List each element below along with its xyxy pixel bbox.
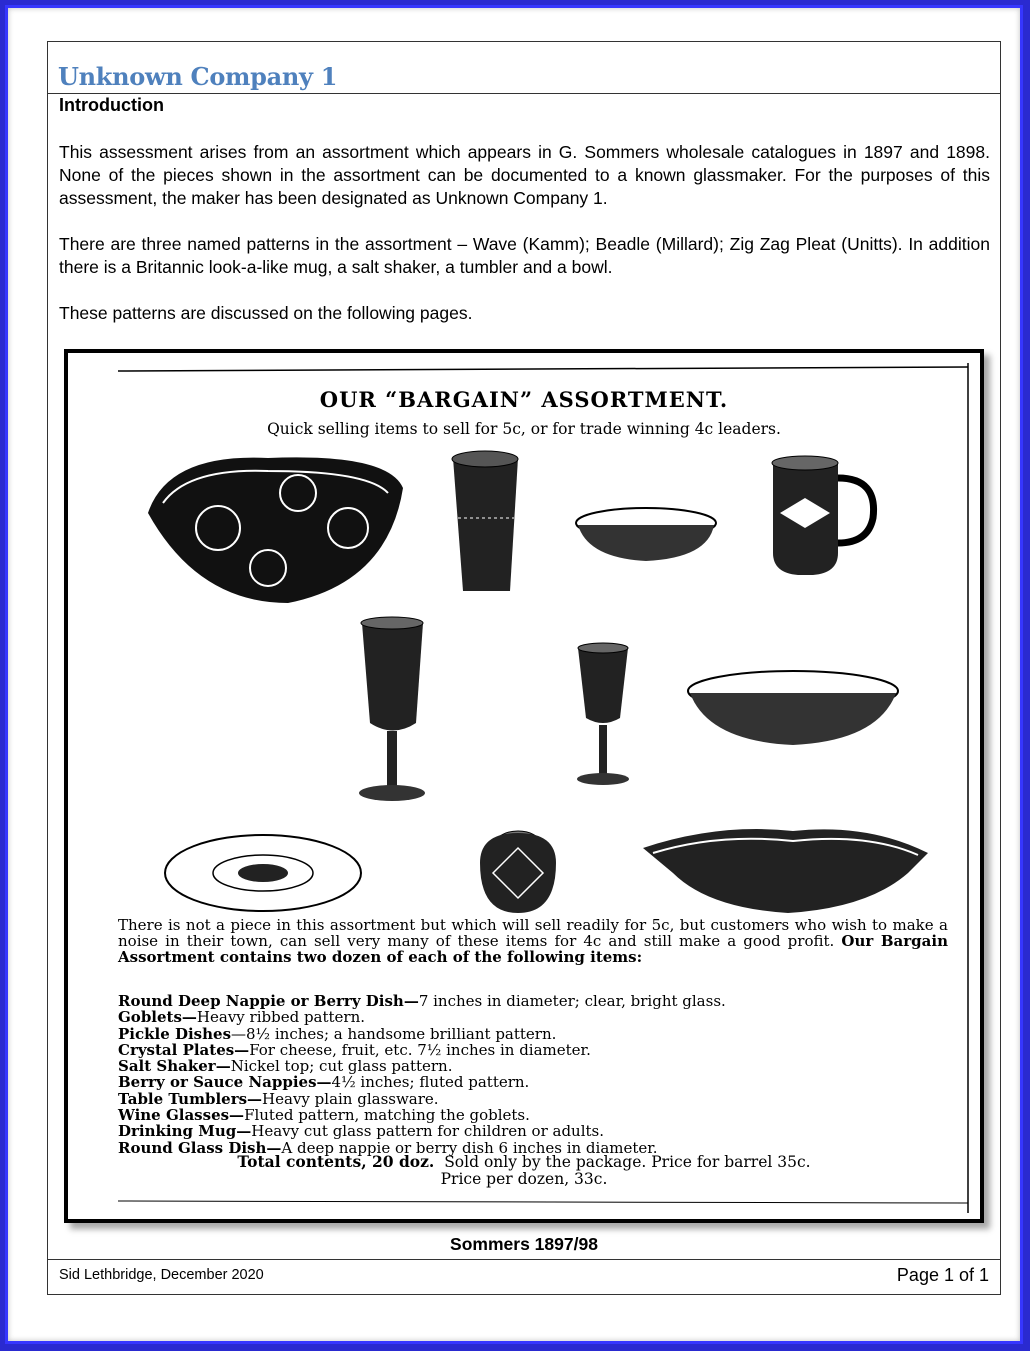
berry-bowl-drawing — [148, 457, 403, 603]
catalog-body-bold: Our Bargain Assortment contains two dozen of each of the following items: — [118, 932, 948, 966]
total-terms: Sold only by the package. Price for barrel 35c. — [444, 1153, 811, 1171]
catalog-heading: OUR “BARGAIN” ASSORTMENT. — [319, 387, 729, 412]
price-per-dozen: Price per dozen, 33c. — [440, 1170, 608, 1188]
paragraph-1: This assessment arises from an assortment which appears in G. Sommers wholesale catalogues in 1897 and 1898. None of the pieces shown in the assortment can be documented to a known glassmaker. For the purposes of this assessment, the maker has been designated as Unknown Company 1. — [59, 142, 990, 208]
catalog-top-rule — [118, 367, 968, 371]
page-frame — [5, 5, 1023, 1344]
mug-drawing — [772, 456, 874, 575]
list-item: Berry or Sauce Nappies—4½ inches; fluted pattern. — [118, 1073, 530, 1092]
page-number: Page 1 of 1 — [896, 1265, 989, 1285]
section-heading: Introduction — [59, 95, 164, 115]
list-item: Table Tumblers—Heavy plain glassware. — [118, 1089, 439, 1108]
sauce-nappie-drawing — [576, 508, 716, 561]
catalog-subheading: Quick selling items to sell for 5c, or for trade winning 4c leaders. — [267, 420, 781, 438]
document-page — [47, 41, 1001, 1295]
pickle-dish-drawing — [688, 671, 898, 745]
list-item: Salt Shaker—Nickel top; cut glass pattern. — [118, 1057, 453, 1076]
catalog-body — [118, 917, 948, 965]
total-contents: Total contents, 20 doz. — [237, 1152, 435, 1171]
catalog-scan — [64, 349, 984, 1223]
paragraph-2: There are three named patterns in the assortment – Wave (Kamm); Beadle (Millard); Zig Zag Pleat (Unitts). In addition there is a Britannic look-a-like mug, a salt shaker, a tumbler and a bowl. — [59, 234, 990, 277]
list-item: Round Glass Dish—A deep nappie or berry dish 6 inches in diameter. — [118, 1138, 658, 1157]
image-caption: Sommers 1897/98 — [450, 1234, 598, 1254]
paragraph-3: These patterns are discussed on the following pages. — [59, 303, 473, 323]
list-item: Round Deep Nappie or Berry Dish—7 inches in diameter; clear, bright glass. — [118, 992, 726, 1010]
catalog-item-list — [118, 993, 726, 1156]
list-item: Crystal Plates—For cheese, fruit, etc. 7½ inches in diameter. — [118, 1040, 591, 1059]
footer-divider — [48, 1259, 1000, 1260]
catalog-body-text: There is not a piece in this assortment but which will sell readily for 5c, but customers who wish to make a noise in their town, can sell very many of these items for 4c and still make a good profit. — [118, 916, 948, 950]
salt-shaker-drawing — [480, 831, 556, 913]
list-item: Drinking Mug—Heavy cut glass pattern for children or adults. — [118, 1122, 605, 1141]
goblet-drawing — [359, 617, 425, 801]
list-item: Wine Glasses—Fluted pattern, matching the goblets. — [118, 1106, 530, 1125]
catalog-bottom-rule — [118, 1201, 968, 1203]
footer-author: Sid Lethbridge, December 2020 — [59, 1267, 264, 1283]
round-glass-dish-drawing — [643, 829, 928, 913]
catalog-totals — [68, 1153, 980, 1188]
wine-glass-drawing — [577, 643, 629, 785]
crystal-plate-drawing — [165, 835, 361, 911]
tumbler-drawing — [452, 451, 518, 591]
page-title: Unknown Company 1 — [58, 62, 338, 91]
list-item: Goblets—Heavy ribbed pattern. — [118, 1008, 366, 1027]
list-item: Pickle Dishes—8½ inches; a handsome brilliant pattern. — [118, 1024, 557, 1043]
title-divider — [48, 93, 1000, 94]
